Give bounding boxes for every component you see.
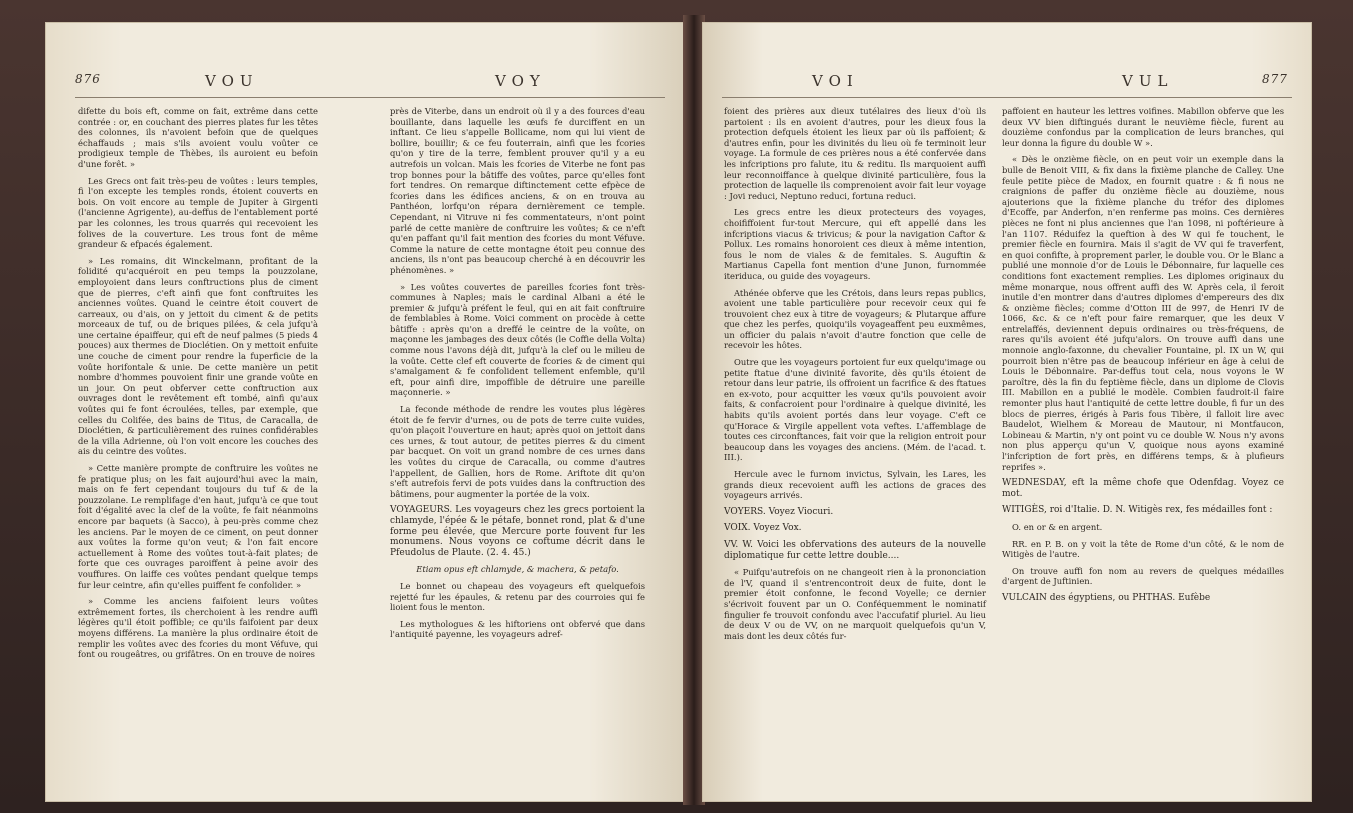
left-page <box>45 22 685 802</box>
left-column-2 <box>390 106 645 646</box>
paragraph: Le bonnet ou chapeau des voyageurs eft quelquefois rejetté fur les épaules, & retenu par des courroies qui fe lioient fous le menton. <box>390 580 645 613</box>
right-column-2 <box>1002 106 1284 610</box>
right-header-right: VUL <box>1122 72 1174 90</box>
paragraph: O. en or & en argent. <box>1012 521 1103 532</box>
paragraph: près de Viterbe, dans un endroit où il y a des fources d'eau bouillante, dans laquelle les œufs fe durciffent en un inftant. Ce lieu s'appelle Bollicame, nom qui lui vient de bollire, bouillir; & ce feu fouterrain, ainfi que les fcories qu'on y tire de la terre, femblent prouver qu'il y a eu autrefois un volcan. Mais les fcories de Viterbe ne font pas trop bonnes pour la bâtiffe des voûtes, parce qu'elles font fort tendres. On remarque diftinctement cette efpèce de fcories dans les édifices anciens, & on en trouva au Panthéon, lorfqu'on répara dernièrement ce temple. Cependant, ni Vitruve ni fes commentateurs, n'ont point parlé de cette manière de conftruire les voûtes; & ce n'eft qu'en paffant qu'il fait mention des fcories du mont Véfuve. Comme la nature de cette montagne étoit peu connue des anciens, ils n'ont pas beaucoup cherché à en découvrir les phénomènes. » <box>390 106 645 275</box>
paragraph: Les grecs entre les dieux protecteurs des voyages, choififfoient fur-tout Mercure, qui eft appellé dans les infcriptions viacus & trivicus; & pour la navigation Caftor & Pollux. Les romains honoroient ces dieux à même intention, fous le nom de viales & de femitales. S. Auguftin & Martianus Capella font mention d'une Junon, furnommée iteriduca, ou guide des voyageurs. <box>724 207 986 281</box>
entry-wednesday: WEDNESDAY, eft la même chofe que Odenfdag. Voyez ce mot. <box>1002 478 1284 499</box>
paragraph: « Dès le onzième fiècle, on en peut voir un exemple dans la bulle de Benoit VIII, & fix dans la fixième planche de Calley. Une feule petite pièce de Madox, en fournit quatre : & fi nous ne craignions de paffer du onzième fiècle au douzième, nous ajouterions que la fixième planche du tréfor des diplomes d'Ecoffe, par Anderfon, n'en renferme pas moins. Ces dernières pièces ne font ni plus anciennes que l'an 1098, ni poftérieure à l'an 1107. Réduifez la queftion à des W qui fe touchent, le premier fiècle en fournira. Mais il s'agit de VV qui fe traverfent, en quoi confifte, à proprement parler, le double vou. Or le Blanc a publié une monnoie d'or de Louis le Débonnaire, fur laquelle ces conditions font exactement remplies. Les diplomes originaux du même monarque, nous offrent auffi des W. Après cela, il feroit inutile d'en montrer dans d'autres diplomes d'empereurs des dix & onzième fiècles; comme d'Otton III de 997, de Henri IV de 1066, &c. & ce n'eft pour faire remarquer, que les deux V entrelaffés, deviennent depuis ordinaires ou très-fréquens, de rares qu'ils avoient été jufqu'alors. On trouve auffi dans une monnoie anglo-faxonne, du chevalier Fountaine, pl. IX un W, qui pourroit bien n'être pas de beaucoup inférieur en âge à celui de Louis le Débonnaire. Par-deffus tout cela, nous voyons le W paroître, dès la fin du feptième fiècle, dans un diplome de Clovis III. Mabillon en a publié le modèle. Combien faudroit-il faire remonter plus haut l'antiquité de cette lettre double, fi fur un des blocs de pierres, érigés à Paris fous Tibère, il falloit lire avec Baudelot, Wielhem & Moreau de Mautour, ni Montfaucon, Lobineau & Martin, n'y ont point vu ce double W. Nous n'y avons non plus apperçu qu'un V, quoique nous ayons examiné l'infcription de fort près, en différens temps, & à plufieurs reprifes ». <box>1002 154 1284 472</box>
paragraph: RR. en P. B. on y voit la tête de Rome d'un côté, & le nom de Witigès de l'autre. <box>1002 538 1284 560</box>
entry-vv: VV. W. Voici les obfervations des auteurs de la nouvelle diplomatique fur cette lettre double.... <box>724 539 986 561</box>
right-page-number: 877 <box>1262 72 1288 86</box>
paragraph: « Puifqu'autrefois on ne changeoit rien à la prononciation de l'V, quand il s'entrencontroit deux de fuite, dont le premier étoit confonne, le fecond Voyelle; ce dernier s'écrivoit fouvent par un O. Conféquemment le nominatif fingulier fe trouvoit confondu avec l'accufatif pluriel. Au lieu de deux V ou de VV, on ne marquoit quelquefois qu'un V, mais dont les deux côtés fur- <box>724 567 986 641</box>
left-header-rule <box>75 97 665 98</box>
left-column-1 <box>78 106 318 666</box>
right-page-header <box>702 72 1312 98</box>
entry-vulcain: VULCAIN des égyptiens, ou PHTHAS. Eufèbe <box>1002 592 1211 603</box>
left-header-left: VOU <box>205 72 259 90</box>
paragraph: » Comme les anciens faifoient leurs voûtes extrêmement fortes, ils cherchoient à les rendre auffi légères qu'il étoit poffible; ce qu'ils faifoient par deux moyens différens. La manière la plus ordinaire étoit de remplir les voûtes avec des fcories du mont Véfuve, qui font ou rougeâtres, ou grifâtres. On en trouve de noires <box>78 596 318 660</box>
paragraph: » Les voûtes couvertes de pareilles fcories font très-communes à Naples; mais le cardinal Albani a été le premier & jufqu'à préfent le feul, qui en ait fait conftruire de femblables à Rome. Voici comment on procède à cette bâtiffe : après qu'on a dreffé le ceintre de la voûte, on maçonne les jambages des deux côtés (le Coffie della Volta) comme nous l'avons déjà dit, jufqu'à la clef ou le milieu de la voûte. Cette clef eft couverte de fcories & de ciment qui s'amalgament & fe confolident tellement enfemble, qu'il eft, pour ainfi dire, impoffible de détruire une pareille maçonnerie. » <box>390 281 645 398</box>
paragraph: Outre que les voyageurs portoient fur eux quelqu'image ou petite ftatue d'une divinité favorite, dès qu'ils étoient de retour dans leur patrie, ils offroient un facrifice & des ftatues en ex-voto, pour acquitter les vœux qu'ils pouvoient avoir faits, & confacroient pour l'ordinaire à quelque divinité, les habits qu'ils avoient portés dans leur voyage. C'eft ce qu'Horace & Virgile appellent vota veftes. L'affemblage de toutes ces circonftances, fait voir que la religion entroit pour beaucoup dans les voyages des anciens. (Mém. de l'acad. t. III.). <box>724 357 986 463</box>
paragraph: Athénée obferve que les Crétois, dans leurs repas publics, avoient une table particulière pour recevoir ceux qui fe trouvoient chez eux à titre de voyageurs; & Plutarque affure que chez les perfes, quoiqu'ils voyageaffent peu euxmêmes, un officier du palais n'avoit d'autre fonction que celle de recevoir les hôtes. <box>724 287 986 351</box>
left-header-right: VOY <box>495 72 546 90</box>
left-page-number: 876 <box>75 72 101 86</box>
paragraph: difette du bois eft, comme on fait, extrême dans cette contrée : or, en couchant des pierres plates fur les têtes des colonnes, ils n'avoient befoin que de quelques échaffauds ; mais s'ils avoient voulu voûter ce prodigieux temple de Thèbes, ils auroient eu befoin d'une forêt. » <box>78 106 318 169</box>
paragraph: » Cette manière prompte de conftruire les voûtes ne fe pratique plus; on les fait aujourd'hui avec la main, mais on fe fert cependant toujours du tuf & de la pouzzolane. Le remplifage d'en haut, jufqu'à ce que tout foit d'égalité avec la clef de la voûte, fe fait néanmoins encore par baquets (à Sacco), à peu-près comme chez les anciens. Par le moyen de ce ciment, on peut donner aux voûtes la forme qu'on veut; & l'on fait encore actuellement à Rome des voûtes tout-à-fait plates; de forte que ces ouvrages paroiffent à peine avoir des vouffures. On laiffe ces voûtes pendant quelque temps fur leur ceintre, afin qu'elles puiffent fe confolider. » <box>78 463 318 590</box>
entry-voix: VOIX. Voyez Vox. <box>724 523 802 534</box>
latin-quote: Etiam opus eft chlamyde, & machera, & petafo. <box>416 564 619 575</box>
right-header-left: VOI <box>812 72 859 90</box>
paragraph: paffoient en hauteur les lettres voifines. Mabillon obferve que les deux VV bien diftingués durant le neuvième fiècle, furent au douzième confondus par la complication de leurs branches, qui leur donna la figure du double W ». <box>1002 106 1284 148</box>
entry-voyageurs: VOYAGEURS. Les voyageurs chez les grecs portoient la chlamyde, l'épée & le pétafe, bonnet rond, plat & d'une forme peu élevée, que Mercure porte fouvent fur les monumens. Nous voyons ce coftume décrit dans le Pfeudolus de Plaute. (2. 4. 45.) <box>390 505 645 558</box>
right-header-rule <box>722 97 1292 98</box>
right-page <box>702 22 1312 802</box>
paragraph: » Les romains, dit Winckelmann, profitant de la folidité qu'acquéroit en peu temps la pouzzolane, employoient dans leurs conftructions plus de ciment que de pierres, c'eft ainfi que font conftruites les anciennes voûtes. Quand le ceintre étoit couvert de carreaux, ou d'ais, on y jettoit du ciment & de petits morceaux de tuf, ou de briques pilées, & cela jufqu'à une certaine épaiffeur, qui eft de neuf palmes (5 pieds 4 pouces) aux thermes de Dioclétien. On y mettoit enfuite une couche de ciment pour rendre la fuperficie de la voûte horifontale & unie. De cette manière un petit nombre d'hommes pouvoient finir une grande voûte en un jour. On peut obferver cette conftruction aux ouvrages dont le revêtement eft tombé, ainfi qu'aux voûtes qui fe font écroulées, telles, par exemple, que celles du Colifée, des bains de Titus, de Caracalla, de Dioclétien, & particulièrement des ruines confidérables de la villa Adrienne, où l'on voit encore les couches des ais du ceintre des voûtes. <box>78 255 318 457</box>
left-page-header <box>45 72 685 98</box>
entry-witiges: WITIGÈS, roi d'Italie. D. N. Witigès rex, fes médailles font : <box>1002 505 1273 516</box>
paragraph: Hercule avec le furnom invictus, Sylvain, les Lares, les grands dieux recevoient auffi les actions de graces des voyageurs arrivés. <box>724 469 986 501</box>
paragraph: foient des prières aux dieux tutélaires des lieux d'où ils partoient : ils en avoient d'autres, pour les dieux fous la protection defquels étoient les lieux par où ils paffoient; & d'autres enfin, pour les divinités du lieu où fe terminoit leur voyage. La formule de ces prières nous a été confervée dans les infcriptions pro falute, itu & reditu. Ils marquoient auffi leur reconnoiffance à quelque divinité particulière, fous la protection de laquelle ils comprenoient avoir fait leur voyage : Jovi reduci, Neptuno reduci, fortuna reduci. <box>724 106 986 201</box>
entry-voyers: VOYERS. Voyez Viocuri. <box>724 506 834 517</box>
paragraph: Les mythologues & les hiftoriens ont obfervé que dans l'antiquité payenne, les voyageurs adref- <box>390 618 645 640</box>
paragraph: On trouve auffi fon nom au revers de quelques médailles d'argent de Juftinien. <box>1002 565 1284 587</box>
paragraph: La feconde méthode de rendre les voutes plus légères étoit de fe fervir d'urnes, ou de pots de terre cuite vuides, qu'on plaçoit l'ouverture en haut; après quoi on jettoit dans ces urnes, & tout autour, de petites pierres & du ciment par bacquet. On voit un grand nombre de ces urnes dans les voûtes du cirque de Caracalla, ou comme d'autres l'appellent, de Gallien, hors de Rome. Ariftote dit qu'on s'eft autrefois fervi de pots vuides dans la conftruction des bâtimens, pour augmenter la portée de la voix. <box>390 404 645 499</box>
right-column-1 <box>724 106 986 647</box>
paragraph: Les Grecs ont fait très-peu de voûtes : leurs temples, fi l'on excepte les temples ronds, étoient couverts en bois. On voit encore au temple de Jupiter à Girgenti (l'ancienne Agrigente), au-deffus de l'entablement porté par les colonnes, les trous quarrés qui recevoient les folives de la couverture. Les trous font de même grandeur & efpacés également. <box>78 175 318 250</box>
